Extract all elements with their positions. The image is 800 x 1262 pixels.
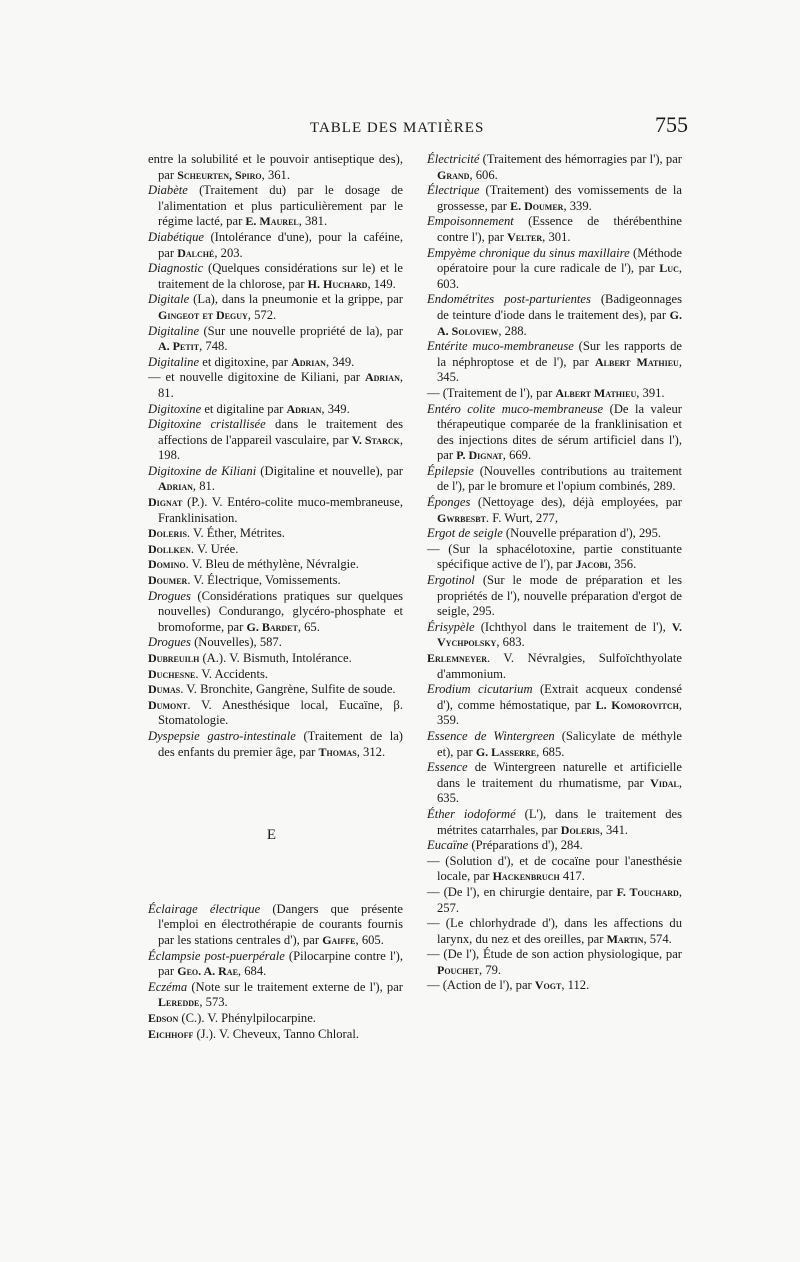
entries-e — [148, 902, 403, 1042]
entry-term: Empyème chronique du sinus maxillaire — [427, 245, 630, 260]
entry-author: Doleris — [560, 822, 600, 837]
entry-term: Érisypèle — [427, 619, 475, 634]
entry-term: Diagnostic — [148, 261, 204, 276]
entry-author: G. Bardet — [246, 619, 298, 634]
entry-text: (L'), dans le traitement des métrites catarrhales, par — [437, 806, 682, 837]
entry-tail: , 684. — [237, 964, 267, 979]
index-entry — [427, 402, 682, 464]
entry-text: (Traitement des hémorragies par l'), par — [479, 152, 682, 166]
entry-text: (Traitement) des vomissements de la grossesse, par — [437, 183, 682, 213]
index-entry — [427, 542, 682, 573]
entry-author: Martin — [606, 931, 644, 946]
entry-term: Erodium cicutarium — [427, 682, 533, 697]
entry-author: Vogt — [534, 978, 562, 993]
index-entry — [148, 542, 403, 558]
running-title: TABLE DES MATIÈRES — [310, 120, 485, 136]
entry-text: (Nouvelle préparation d'), 295. — [502, 526, 662, 541]
index-entry — [148, 980, 403, 1011]
entry-tail: , 635. — [437, 775, 682, 806]
index-entry — [148, 573, 403, 589]
entry-tail: . V. Anesthésique local, Eucaïne, β. Stomatologie. — [158, 697, 403, 728]
entry-tail: , 381. — [298, 214, 328, 229]
entry-tail: (A.). V. Bismuth, Intolérance. — [199, 651, 352, 665]
entry-text: (Essence de thérébenthine contre l'), par — [437, 214, 682, 244]
entry-tail: (J.). V. Cheveux, Tanno Chloral. — [193, 1026, 359, 1041]
entry-author: A. Petit — [158, 339, 200, 354]
entry-author: Scheurten, Spiro — [177, 167, 262, 182]
entry-tail: , 341. — [599, 822, 629, 837]
entry-text: (Salicylate de méthyle et), par — [437, 728, 682, 759]
index-entry — [427, 152, 682, 183]
section-letter: E — [266, 827, 277, 844]
entry-author: Dumont — [148, 697, 188, 712]
entry-author: Edson — [148, 1010, 179, 1025]
entry-author: Adrian — [158, 479, 193, 494]
entry-tail: , 288. — [498, 323, 527, 338]
entry-term: Eczéma — [148, 979, 188, 994]
index-entry — [427, 838, 682, 854]
entry-text: (Ichthyol dans le traitement de l'), — [474, 619, 672, 634]
entry-tail: , 65. — [297, 619, 320, 634]
index-entry — [427, 854, 682, 885]
entry-text: — (Le chlorhydrade d'), dans les affections du larynx, du nez et des oreilles, par — [427, 916, 682, 946]
entry-author: Dumas — [148, 682, 181, 697]
entry-author: Albert Mathieu — [594, 354, 679, 369]
entry-author: Grand — [437, 167, 470, 182]
entry-term: Digitaline — [148, 354, 200, 369]
entry-author: V. Vychpolsky — [437, 619, 682, 650]
index-entry — [148, 402, 403, 418]
entry-author: Luc — [659, 261, 679, 276]
entry-author: Adrian — [286, 401, 322, 416]
entry-term: Électrique — [427, 183, 480, 198]
entry-tail: , 391. — [636, 385, 665, 400]
entry-text: (Note sur le traitement externe de l'), par — [187, 979, 403, 994]
entry-term: Électricité — [427, 152, 480, 166]
index-entry — [148, 495, 403, 526]
entry-tail: , 312. — [356, 744, 386, 759]
index-entry — [148, 417, 403, 464]
index-entry — [427, 464, 682, 495]
entry-term: Dyspepsie gastro-intestinale — [148, 728, 296, 743]
entry-author: G. A. Soloview — [437, 307, 682, 338]
entry-tail: . V. Accidents. — [195, 666, 268, 681]
index-entry — [148, 261, 403, 292]
index-entry — [427, 978, 682, 994]
index-entry — [148, 667, 403, 683]
entry-tail: , 345. — [437, 354, 682, 385]
entry-tail: , 198. — [158, 432, 403, 463]
entry-text: (Traitement du) par le dosage de l'alimentation et plus particulièrement par le régime lacté, par — [158, 183, 403, 229]
entry-author: Domino — [148, 557, 186, 572]
entry-author: Adrian — [291, 354, 326, 369]
index-entry — [148, 557, 403, 573]
index-entry — [427, 386, 682, 402]
entry-text: — (Sur la sphacélotoxine, partie constituante spécifique active de l'), par — [427, 541, 682, 572]
index-entry — [148, 729, 403, 760]
entry-author: Gaiffe — [322, 932, 356, 947]
entry-author: E. Maurel — [245, 214, 299, 229]
entry-text: — (De l'), Étude de son action physiologique, par — [427, 947, 682, 962]
entry-author: L. Komorovitch — [595, 697, 679, 712]
entry-author: Vidal — [650, 775, 679, 790]
index-entry — [148, 1011, 403, 1027]
entry-tail: . V. Urée. — [190, 541, 239, 556]
index-entry — [148, 230, 403, 261]
entry-author: Erlemneyer — [427, 651, 488, 665]
entry-author: G. Lasserre — [475, 744, 537, 759]
entry-text: (Badigeonnages de teinture d'iode dans le traitement des), par — [437, 292, 682, 322]
entry-term: Ergot de seigle — [427, 526, 503, 541]
entry-text: (Traitement de la) des enfants du premier âge, par — [158, 728, 403, 759]
entry-tail: , 79. — [479, 962, 502, 977]
entry-tail: , 669. — [502, 448, 532, 463]
entry-tail: . V. Électrique, Vomissements. — [187, 573, 341, 588]
entry-tail: , 257. — [437, 884, 682, 915]
entry-term: Digitoxine de Kiliani — [148, 463, 257, 478]
entry-author: Dubreuilh — [148, 651, 200, 665]
entry-text: (La), dans la pneumonie et la grippe, par — [189, 292, 403, 307]
entry-term: Digitaline — [148, 323, 200, 338]
index-entry — [427, 916, 682, 947]
entry-text: (Intolérance d'une), pour la caféine, par — [158, 229, 403, 260]
entry-term: Drogues — [148, 588, 191, 603]
entry-author: Jacobi — [575, 557, 608, 572]
index-entry — [148, 292, 403, 323]
index-entry — [148, 589, 403, 636]
entry-tail: , 81. — [158, 370, 403, 400]
index-entry — [148, 949, 403, 980]
index-entry — [427, 495, 682, 526]
entry-tail: , 203. — [214, 245, 243, 260]
entry-author: H. Huchard — [307, 276, 368, 291]
entry-author: V. Starck — [351, 432, 400, 447]
entry-author: Eichhoff — [148, 1026, 194, 1041]
entry-tail: . V. Éther, Métrites. — [186, 526, 285, 541]
entry-author: Gwrbesbt — [437, 510, 486, 525]
index-entry — [427, 214, 682, 245]
entry-term: Entéro colite muco-membraneuse — [427, 401, 604, 416]
right-column — [427, 152, 682, 994]
entry-author: Duchesne — [148, 666, 196, 681]
index-entry — [148, 183, 403, 230]
entry-text: (Nettoyage des), déjà employées, par — [470, 495, 682, 510]
entry-term: Digitoxine cristallisée — [148, 417, 266, 432]
entry-text: et digitaline par — [201, 401, 287, 416]
entry-tail: , 605. — [355, 932, 384, 947]
entry-text: — (Action de l'), par — [427, 978, 535, 993]
entry-text: (Sur une nouvelle propriété de la), par — [199, 323, 403, 338]
entry-author: Doumer — [148, 573, 188, 588]
entries-e-continued — [427, 152, 682, 994]
entry-author: Velter — [507, 229, 543, 244]
entry-term: Éclampsie post-puerpérale — [148, 948, 285, 963]
entry-term: Entérite muco-membraneuse — [427, 339, 574, 354]
entry-text: de Wintergreen naturelle et artificielle dans le traitement du rhumatisme, par — [437, 760, 682, 790]
entry-author: Dignat — [148, 495, 183, 510]
index-entry — [427, 682, 682, 729]
entry-tail: , 356. — [607, 557, 637, 572]
entry-tail: , 603. — [437, 261, 682, 291]
left-column — [148, 152, 403, 1042]
page-header — [130, 112, 688, 142]
index-entry — [427, 339, 682, 386]
entry-author: Adrian — [364, 370, 400, 385]
index-entry — [148, 682, 403, 698]
index-entry — [427, 885, 682, 916]
index-entry — [148, 526, 403, 542]
entry-tail: , 685. — [536, 744, 565, 759]
entry-text: entre la solubilité et le pouvoir antiseptique des), par — [148, 152, 403, 182]
entry-term: Drogues — [148, 635, 191, 650]
index-entry — [427, 947, 682, 978]
entry-text: (Quelques considérations sur le) et le traitement de la chlorose, par — [158, 261, 403, 291]
entry-author: Pouchet — [437, 962, 480, 977]
entry-tail: , 574. — [643, 931, 672, 946]
entry-tail: , 339. — [563, 198, 592, 213]
entry-author: Hackenbruch — [492, 869, 560, 884]
index-entry — [148, 635, 403, 651]
index-entry — [427, 183, 682, 214]
entry-tail: . V. Névralgies, Sulfoïchthyolate d'ammonium. — [437, 651, 682, 681]
index-entry — [148, 324, 403, 355]
entry-tail: , 606. — [469, 167, 498, 182]
index-entry — [148, 152, 403, 183]
entry-text: (Digitaline et nouvelle), par — [256, 463, 403, 478]
entry-text: (Nouvelles contributions au traitement de l'), par le bromure et l'opium combinés, 289. — [437, 463, 682, 494]
entry-term: Épilepsie — [427, 463, 474, 478]
entry-tail: , 349. — [325, 354, 355, 369]
entry-term: Empoisonnement — [427, 214, 514, 229]
entry-text: (Sur le mode de préparation et les propriétés de l'), nouvelle préparation d'ergot de seigle, 295. — [437, 573, 682, 619]
entry-term: Ergotinol — [427, 573, 475, 588]
index-entry — [427, 526, 682, 542]
entry-text: dans le traitement des affections de l'appareil vasculaire, par — [158, 417, 404, 447]
entry-author: P. Dignat — [456, 448, 503, 463]
entry-term: Éther iodoformé — [427, 806, 516, 821]
entry-tail: , 359. — [437, 697, 683, 728]
entry-term: Éponges — [427, 495, 471, 510]
entry-term: Essence de Wintergreen — [427, 728, 555, 743]
entry-term: Diabète — [148, 183, 188, 198]
index-entry — [148, 355, 403, 371]
entry-tail: , 149. — [367, 276, 396, 291]
entry-author: F. Touchard — [616, 884, 679, 899]
index-entry — [427, 620, 682, 651]
entry-tail: (P.). V. Entéro-colite muco-membraneuse, Franklinisation. — [158, 495, 403, 525]
entry-tail: , 349. — [321, 401, 350, 416]
entry-author: Dalché — [177, 245, 215, 260]
entry-text: (Extrait acqueux condensé d'), comme hémostatique, par — [437, 682, 682, 712]
entries-d — [148, 152, 403, 760]
entry-tail: . V. Bronchite, Gangrène, Sulfite de soude. — [180, 682, 396, 697]
index-entry — [427, 573, 682, 620]
entry-text: (Pilocarpine contre l'), par — [158, 948, 403, 979]
entry-term: Essence — [427, 760, 468, 775]
entry-text: — (De l'), en chirurgie dentaire, par — [427, 884, 617, 899]
entry-tail: (C.). V. Phénylpilocarpine. — [178, 1010, 316, 1025]
index-entry — [148, 464, 403, 495]
entry-text: (Dangers que présente l'emploi en électrothérapie de courants fournis par les stations centrales d'), par — [158, 901, 403, 947]
entry-text: (Sur les rapports de la néphroptose et de l'), par — [437, 339, 682, 369]
entry-tail: , 361. — [261, 167, 290, 182]
index-entry — [427, 246, 682, 293]
index-entry — [427, 651, 682, 682]
entry-text: (Préparations d'), 284. — [468, 838, 583, 853]
entry-author: Albert Mathieu — [555, 385, 637, 400]
entry-tail: 417. — [559, 869, 585, 884]
index-entry — [427, 807, 682, 838]
entry-tail: . F. Wurt, 277, — [485, 510, 558, 525]
page-number: 755 — [655, 112, 688, 137]
index-entry — [148, 698, 403, 729]
entry-text: (De la valeur thérapeutique comparée de la franklinisation et des injections dites de sérum artificiel dans l'), par — [437, 401, 683, 463]
entry-author: Leredde — [158, 995, 200, 1010]
entry-tail: , 748. — [199, 339, 228, 354]
index-entry — [427, 760, 682, 807]
entry-text: — (Solution d'), et de cocaïne pour l'anesthésie locale, par — [427, 853, 682, 884]
entry-tail: , 112. — [561, 978, 590, 993]
entry-text: (Méthode opératoire pour la cure radicale de l'), par — [437, 245, 682, 276]
entry-tail: . V. Bleu de méthylène, Névralgie. — [185, 557, 359, 572]
entry-term: Digitale — [148, 292, 190, 307]
entry-text: et digitoxine, par — [199, 354, 292, 369]
entry-text: (Considérations pratiques sur quelques nouvelles) Condurango, glycéro-phosphate et bromoforme, par — [158, 588, 403, 634]
entry-term: Endométrites post-parturientes — [427, 292, 591, 307]
entry-author: E. Doumer — [510, 198, 564, 213]
entry-term: Eucaïne — [427, 838, 469, 853]
index-entry — [148, 1027, 403, 1043]
entry-text: — (Traitement de l'), par — [427, 385, 556, 400]
index-entry — [427, 729, 682, 760]
entry-term: Digitoxine — [148, 401, 202, 416]
entry-author: Thomas — [318, 744, 357, 759]
entry-term: Diabétique — [148, 229, 204, 244]
entry-tail: , 301. — [542, 229, 571, 244]
entry-text: — et nouvelle digitoxine de Kiliani, par — [148, 370, 365, 385]
entry-author: Dollken — [148, 541, 191, 556]
index-entry — [427, 292, 682, 339]
entry-tail: , 573. — [199, 995, 228, 1010]
entry-author: Doleris — [148, 526, 187, 541]
entry-author: Gingeot et Deguy — [158, 307, 248, 322]
index-entry — [148, 370, 403, 401]
entry-term: Éclairage électrique — [148, 901, 261, 916]
index-entry — [148, 651, 403, 667]
index-entry — [148, 902, 403, 949]
entry-text: (Nouvelles), 587. — [190, 635, 282, 650]
entry-author: Geo. A. Rae — [177, 964, 238, 979]
entry-tail: , 683. — [496, 635, 525, 650]
entry-tail: , 572. — [247, 307, 277, 322]
entry-tail: , 81. — [192, 479, 215, 494]
